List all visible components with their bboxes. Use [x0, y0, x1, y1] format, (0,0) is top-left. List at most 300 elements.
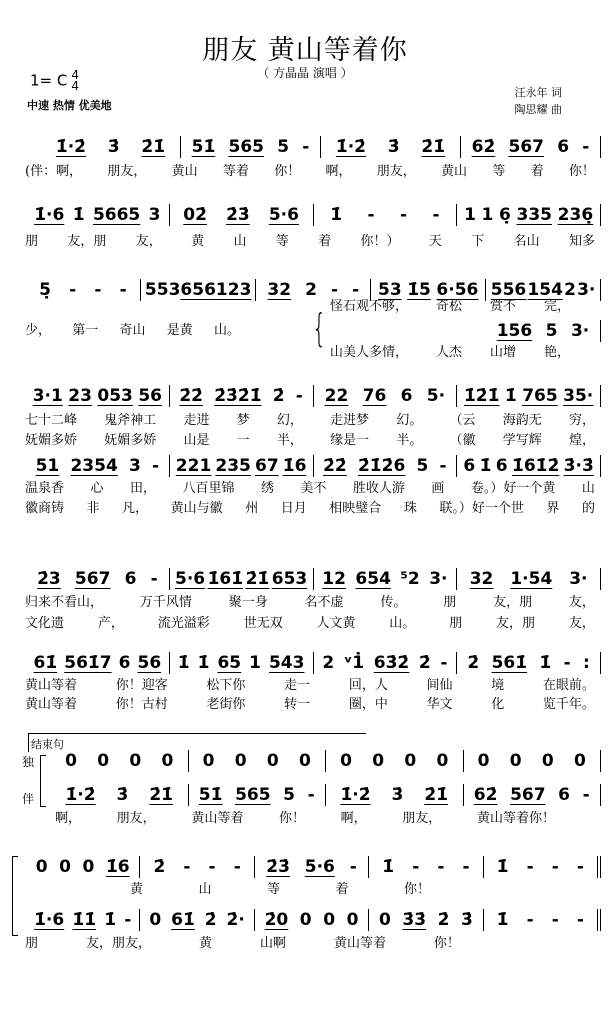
note-group: 2̇ — [467, 653, 480, 673]
note-group: 0 — [299, 751, 311, 771]
lyric-word: 是黄 — [166, 323, 193, 338]
lyric-word: 赏不 — [489, 299, 516, 314]
lyric-word: 天 — [428, 234, 442, 249]
staff-bracket — [40, 755, 46, 807]
note-group: 1̇ — [177, 653, 190, 673]
note-group: 1̇ — [382, 857, 395, 877]
lyric-word: 山啊 — [259, 936, 286, 951]
note-group: 6 — [557, 137, 570, 157]
notes-row — [25, 568, 601, 590]
measure — [457, 455, 601, 477]
lyric-word: 山 — [233, 234, 247, 249]
note-group: 61̇ — [171, 910, 195, 930]
note-group: - — [576, 910, 584, 930]
note-group: 0 — [129, 751, 142, 771]
accomp-label: 伴 — [22, 792, 35, 806]
lyric-word: 间仙 — [426, 678, 453, 693]
note-group: 62̇ — [471, 137, 496, 157]
note-group: - — [399, 205, 408, 225]
note-group: - — [551, 857, 559, 877]
lyric-word: 温泉香 — [25, 481, 65, 496]
lyric-word: 怪石观不够， — [330, 299, 409, 314]
note-group: 2̇1̇ — [245, 569, 270, 589]
lyric-line — [25, 677, 595, 694]
lyric-line — [330, 298, 570, 315]
measure — [461, 136, 601, 158]
time-top: 4 — [71, 68, 79, 82]
note-group: 2 — [564, 280, 576, 300]
measure — [189, 784, 327, 806]
measure — [26, 279, 141, 301]
note-group: - — [208, 857, 216, 877]
note-group: - — [119, 280, 127, 300]
note-group: 2̇1̇ — [421, 137, 446, 157]
note-group: 0 — [541, 751, 554, 771]
note-group: 0 — [346, 910, 359, 930]
note-group: 1̇1̇ — [72, 910, 97, 930]
note-group: 1̇·6 — [34, 910, 65, 930]
measure — [26, 455, 170, 477]
lyric-word: 黄山等着 — [25, 678, 78, 693]
note-group: 6̣ — [499, 205, 511, 225]
lyric-word: 田， — [129, 481, 156, 496]
lyric-word: 等 — [492, 164, 506, 179]
note-group: 1̇ — [504, 386, 517, 406]
lyric-word: 你！古村 — [115, 697, 168, 712]
lyric-word: 朋友， — [107, 164, 147, 179]
note-group: 0 — [35, 857, 48, 877]
note-group: 76 — [362, 386, 387, 406]
note-group: - — [302, 137, 310, 157]
notes-row — [50, 750, 601, 772]
lyric-word: 你！迎客 — [115, 678, 168, 693]
lyric-word: 你！ — [568, 164, 595, 179]
lyric-word: 你！ — [278, 811, 305, 826]
lyric-line — [25, 322, 240, 339]
note-group: - — [295, 386, 303, 406]
measure — [314, 204, 458, 226]
lyric-word: 友，朋 — [67, 234, 107, 249]
lyric-word: 文化遗 — [25, 616, 65, 631]
note-group: 3· — [577, 280, 596, 300]
lyric-word: 传。 — [380, 595, 407, 610]
note-group: 3 — [129, 456, 141, 476]
lyric-word: 回，人 — [348, 678, 388, 693]
verse-brace: { — [311, 306, 327, 350]
note-group: 1 — [481, 205, 494, 225]
note-group: 2̇ — [418, 653, 431, 673]
lyric-line — [25, 412, 595, 429]
measure — [26, 204, 170, 226]
note-group: 1̇ — [330, 205, 343, 225]
note-group: 0 — [378, 910, 391, 930]
note-group: 0 — [202, 751, 215, 771]
measure — [170, 204, 314, 226]
note-group: - — [440, 653, 448, 673]
lyric-word: 黄山等着 — [25, 697, 78, 712]
note-group: 1̇ — [72, 205, 85, 225]
lyric-word: 幻， — [276, 413, 303, 428]
lyric-word: 万千风情 — [139, 595, 192, 610]
measure — [369, 856, 483, 878]
note-group: 3·1 — [32, 386, 63, 406]
note-group: 51̇ — [191, 137, 216, 157]
lyric-word: 一 — [236, 433, 250, 448]
note-group: - — [233, 857, 241, 877]
lyric-word: 啊， — [325, 164, 352, 179]
note-group: 543 — [268, 653, 305, 673]
note-group: - — [183, 857, 191, 877]
note-group: 1̇ — [479, 456, 492, 476]
note-group: 565 — [228, 137, 264, 157]
lyric-word: 山 — [581, 481, 595, 496]
note-group: 1̇61̇ — [207, 569, 244, 589]
measure — [314, 385, 458, 407]
time-bottom: 4 — [71, 79, 79, 93]
lyric-word: 黄山等着你！ — [476, 811, 555, 826]
note-group: - — [437, 857, 445, 877]
note-group: 12 — [322, 569, 346, 589]
lyric-word: 华文 — [426, 697, 453, 712]
measure — [369, 909, 483, 931]
note-group: 5·6 — [304, 857, 335, 877]
lyric-word: 山。 — [213, 323, 240, 338]
note-group: 2̇1̇2̇6 — [357, 456, 406, 476]
lyric-word: 绣 — [260, 481, 274, 496]
measure — [464, 750, 602, 772]
note-group: 1̇·2̇ — [65, 785, 96, 805]
notes-row — [485, 320, 601, 342]
lyric-word: 老街你 — [206, 697, 246, 712]
note-group: 2̇2̇ — [323, 456, 347, 476]
note-group: 653 — [271, 569, 308, 589]
lyric-word: 奇山 — [119, 323, 146, 338]
note-group: 5 — [545, 321, 558, 341]
note-group: - — [124, 910, 132, 930]
note-group: - — [526, 910, 534, 930]
note-group: 5 — [277, 137, 290, 157]
time-signature — [71, 70, 79, 92]
lyric-word: 缘是一 — [330, 433, 370, 448]
lyric-word: 等着 — [222, 164, 249, 179]
lyric-word: 名山 — [513, 234, 540, 249]
note-group: 3̇3̇ — [402, 910, 427, 930]
lyric-word: 名不虚 — [304, 595, 344, 610]
note-group: 3̇·3̇ — [563, 456, 594, 476]
lyric-word: 美不 — [300, 481, 327, 496]
lyric-word: 产， — [97, 616, 124, 631]
lyric-word: 学写辉 — [502, 433, 542, 448]
lyric-word: (伴：啊， — [25, 164, 83, 179]
measure — [51, 784, 189, 806]
note-group: 2̇2̇ — [179, 386, 204, 406]
lyric-word: 黄山 — [441, 164, 468, 179]
notes-row — [40, 136, 601, 158]
key: 1= C — [30, 71, 68, 90]
note-group: 2 — [322, 653, 335, 673]
lyric-word: 朋 — [25, 936, 39, 951]
note-group: 0 — [340, 751, 352, 771]
tempo-marking: 中速 热情 优美地 — [27, 99, 112, 112]
note-group: 236̣ — [557, 205, 594, 225]
note-group: 6·56 — [436, 280, 479, 300]
note-group: 1̇ — [496, 910, 509, 930]
note-group: 0 — [372, 751, 385, 771]
note-group: 0 — [149, 910, 162, 930]
lyric-word: 八百里锦 — [182, 481, 235, 496]
note-group: 1̇6 — [282, 456, 307, 476]
lyric-word: 圈，中 — [348, 697, 388, 712]
lyric-word: 你！ — [433, 936, 460, 951]
lyric-word: 等 — [266, 882, 280, 897]
measure — [321, 136, 461, 158]
lyric-word: 着 — [318, 234, 332, 249]
lyric-word: 界 — [546, 501, 560, 516]
note-group: 5 — [156, 280, 169, 300]
note-group: 2 — [305, 280, 317, 300]
lyric-word: 珠 — [403, 501, 417, 516]
note-group: 0 — [404, 751, 417, 771]
notes-row — [25, 204, 601, 226]
measure — [189, 750, 327, 772]
note-group: 5 — [283, 785, 295, 805]
lyric-word: 下 — [471, 234, 485, 249]
notes-row — [25, 652, 601, 674]
note-group: 1̇5 — [407, 280, 431, 300]
note-group: - — [412, 857, 420, 877]
lyric-word: 山 — [198, 882, 212, 897]
lyric-word: 归来不看山， — [25, 595, 104, 610]
note-group: 556 — [490, 280, 527, 300]
note-group: 6 — [495, 456, 508, 476]
lyric-word: 徽商铸 — [25, 501, 65, 516]
lyricist: 汪永年 词 — [514, 86, 562, 99]
lyric-word: 走一 — [284, 678, 311, 693]
note-group: 2̇ — [437, 910, 450, 930]
lyric-line — [25, 935, 460, 952]
note-group: 1̇ — [197, 653, 210, 673]
note-group: 2̇· — [226, 910, 245, 930]
lyric-word: 朋 — [449, 616, 463, 631]
measure — [255, 909, 369, 931]
lyric-word: 州 — [245, 501, 259, 516]
composer: 陶思耀 曲 — [514, 103, 562, 116]
lyric-word: 凡， — [122, 501, 149, 516]
lyric-word: 友，朋 — [493, 595, 533, 610]
note-group: 1̇ — [496, 857, 509, 877]
note-group: - — [367, 205, 375, 225]
lyric-word: 卷。）好一个黄 — [470, 481, 556, 496]
note-group: 51 — [35, 456, 60, 476]
lyric-word: 境 — [491, 678, 505, 693]
measure — [484, 909, 601, 931]
lyric-word: 黄 — [198, 936, 212, 951]
staff-bracket — [12, 856, 18, 936]
note-group: : — [582, 653, 590, 673]
lyric-word: 梦 — [236, 413, 250, 428]
lyric-word: 山美人多情， — [330, 345, 409, 360]
measure — [457, 385, 601, 407]
lyric-word: 走进 — [183, 413, 210, 428]
measure — [170, 568, 314, 590]
lyric-word: 相映璧合 — [329, 501, 382, 516]
lyric-word: 流光溢彩 — [157, 616, 210, 631]
note-group: 1̇61̇2̇ — [511, 456, 560, 476]
note-group: 51̇ — [198, 785, 223, 805]
note-group: - — [352, 280, 360, 300]
measure — [314, 568, 458, 590]
lyric-word: （徽 — [449, 433, 476, 448]
lyric-line — [25, 594, 595, 611]
note-group: 1̇6 — [105, 857, 130, 877]
note-group: 0 — [59, 857, 71, 877]
lyric-word: 煌， — [568, 433, 595, 448]
lyric-word: 第一 — [72, 323, 99, 338]
lyric-word: 聚一身 — [228, 595, 268, 610]
note-group: 2̇3̇2̇1̇ — [214, 386, 262, 406]
lyric-word: 等 — [275, 234, 289, 249]
note-group: 0 — [161, 751, 174, 771]
note-group: 2354 — [70, 456, 118, 476]
notes-row — [25, 455, 601, 477]
lyric-word: 黄山 — [171, 164, 198, 179]
note-group: 1 — [464, 205, 476, 225]
key-signature — [30, 70, 79, 92]
lyric-word: 友， — [568, 616, 595, 631]
note-group: 0 — [234, 751, 247, 771]
lyric-line — [25, 615, 595, 632]
lyric-word: 朋友， — [402, 811, 442, 826]
lyric-word: 人文黄 — [316, 616, 356, 631]
notes-row — [25, 909, 601, 931]
note-group: ᵛ1̇ — [343, 653, 365, 673]
singer-credit: （ 方晶晶 演唱 ） — [257, 66, 353, 80]
lyric-word: 啊， — [55, 811, 82, 826]
note-group: 6 — [558, 785, 570, 805]
lyric-word: 览千年。 — [542, 697, 595, 712]
measure — [464, 784, 602, 806]
lyric-word: 着 — [530, 164, 544, 179]
note-group: 3· — [429, 569, 448, 589]
lyric-line — [25, 500, 595, 517]
note-group: 2̇1̇ — [141, 137, 166, 157]
lyric-word: 山是 — [183, 433, 210, 448]
note-group: 61̇ — [33, 653, 58, 673]
note-group: 65 — [217, 653, 242, 673]
lyric-word: 友， — [568, 595, 595, 610]
lyric-word: 半。 — [396, 433, 423, 448]
lyric-word: 松下你 — [206, 678, 246, 693]
lyric-word: 着 — [335, 882, 349, 897]
note-group: 1̇2̇1̇ — [463, 386, 500, 406]
note-group: 22 — [324, 386, 349, 406]
note-group: 2̇ — [272, 386, 285, 406]
lyric-word: 朋友， — [376, 164, 416, 179]
note-group: 567 — [510, 785, 546, 805]
measure — [457, 568, 601, 590]
lyric-word: 半， — [276, 433, 303, 448]
note-group: 53 — [378, 280, 402, 300]
note-group: 3̇ — [387, 137, 400, 157]
note-group: 0 — [266, 751, 279, 771]
note-group: 3̇ — [107, 137, 120, 157]
measure — [170, 385, 314, 407]
lyric-word: 世无双 — [243, 616, 283, 631]
lyric-word: 在眼前。 — [542, 678, 595, 693]
note-group: 6 — [463, 456, 476, 476]
note-group: - — [69, 280, 77, 300]
note-group: 5·6 — [174, 569, 206, 589]
note-group: - — [152, 456, 160, 476]
lyric-word: 少， — [25, 323, 52, 338]
note-group: 565 — [235, 785, 271, 805]
note-group: 123 — [215, 280, 252, 300]
note-group: 156 — [496, 321, 533, 341]
note-group: 3· — [570, 321, 590, 341]
lyric-line — [55, 810, 555, 827]
note-group: 654 — [355, 569, 391, 589]
lyric-word: 化 — [491, 697, 505, 712]
measure — [140, 909, 254, 931]
note-group: 67 — [254, 456, 279, 476]
song-title: 朋友 黄山等着你 — [202, 35, 408, 66]
lyric-word: 日月 — [280, 501, 307, 516]
note-group: 1̇·2̇ — [340, 785, 371, 805]
solo-label: 独 — [22, 755, 35, 769]
notes-row — [25, 856, 601, 878]
note-group: 35· — [563, 386, 594, 406]
note-group: 2̇ — [153, 857, 166, 877]
lyric-word: 完， — [543, 299, 570, 314]
note-group: 221 — [175, 456, 212, 476]
lyric-word: 艳， — [543, 345, 570, 360]
measure — [326, 784, 464, 806]
note-group: 765 — [522, 386, 558, 406]
note-group: 32 — [267, 280, 292, 300]
note-group: - — [432, 205, 440, 225]
note-group: 2̇1̇ — [424, 785, 449, 805]
note-group: - — [94, 280, 102, 300]
note-group: - — [582, 137, 590, 157]
measure — [41, 136, 181, 158]
note-group: 0 — [97, 751, 110, 771]
lyric-word: 人杰 — [435, 345, 462, 360]
lyric-word: 友， — [135, 234, 162, 249]
lyric-word: 你！） — [360, 234, 400, 249]
measure — [26, 385, 170, 407]
note-group: 5· — [426, 386, 446, 406]
lyric-word: 联。）好一个世 — [439, 501, 524, 516]
lyric-word: 黄 — [191, 234, 205, 249]
lyric-word: 奇松 — [435, 299, 462, 314]
measure — [181, 136, 321, 158]
measure — [486, 320, 601, 342]
lyric-word: 画 — [431, 481, 445, 496]
lyric-word: 黄山等着 — [333, 936, 386, 951]
notes-row — [25, 385, 601, 407]
lyric-word: 海韵无 — [502, 413, 542, 428]
note-group: 1̇ — [104, 910, 117, 930]
note-group: 0 — [436, 751, 449, 771]
note-group: 5 — [416, 456, 429, 476]
note-group: - — [563, 653, 571, 673]
note-group: 561̇7 — [64, 653, 112, 673]
lyric-line — [25, 432, 595, 449]
measure — [457, 204, 601, 226]
lyric-word: 妩媚多娇 — [104, 433, 157, 448]
note-group: 2̇3 — [37, 569, 61, 589]
measure — [141, 279, 257, 301]
